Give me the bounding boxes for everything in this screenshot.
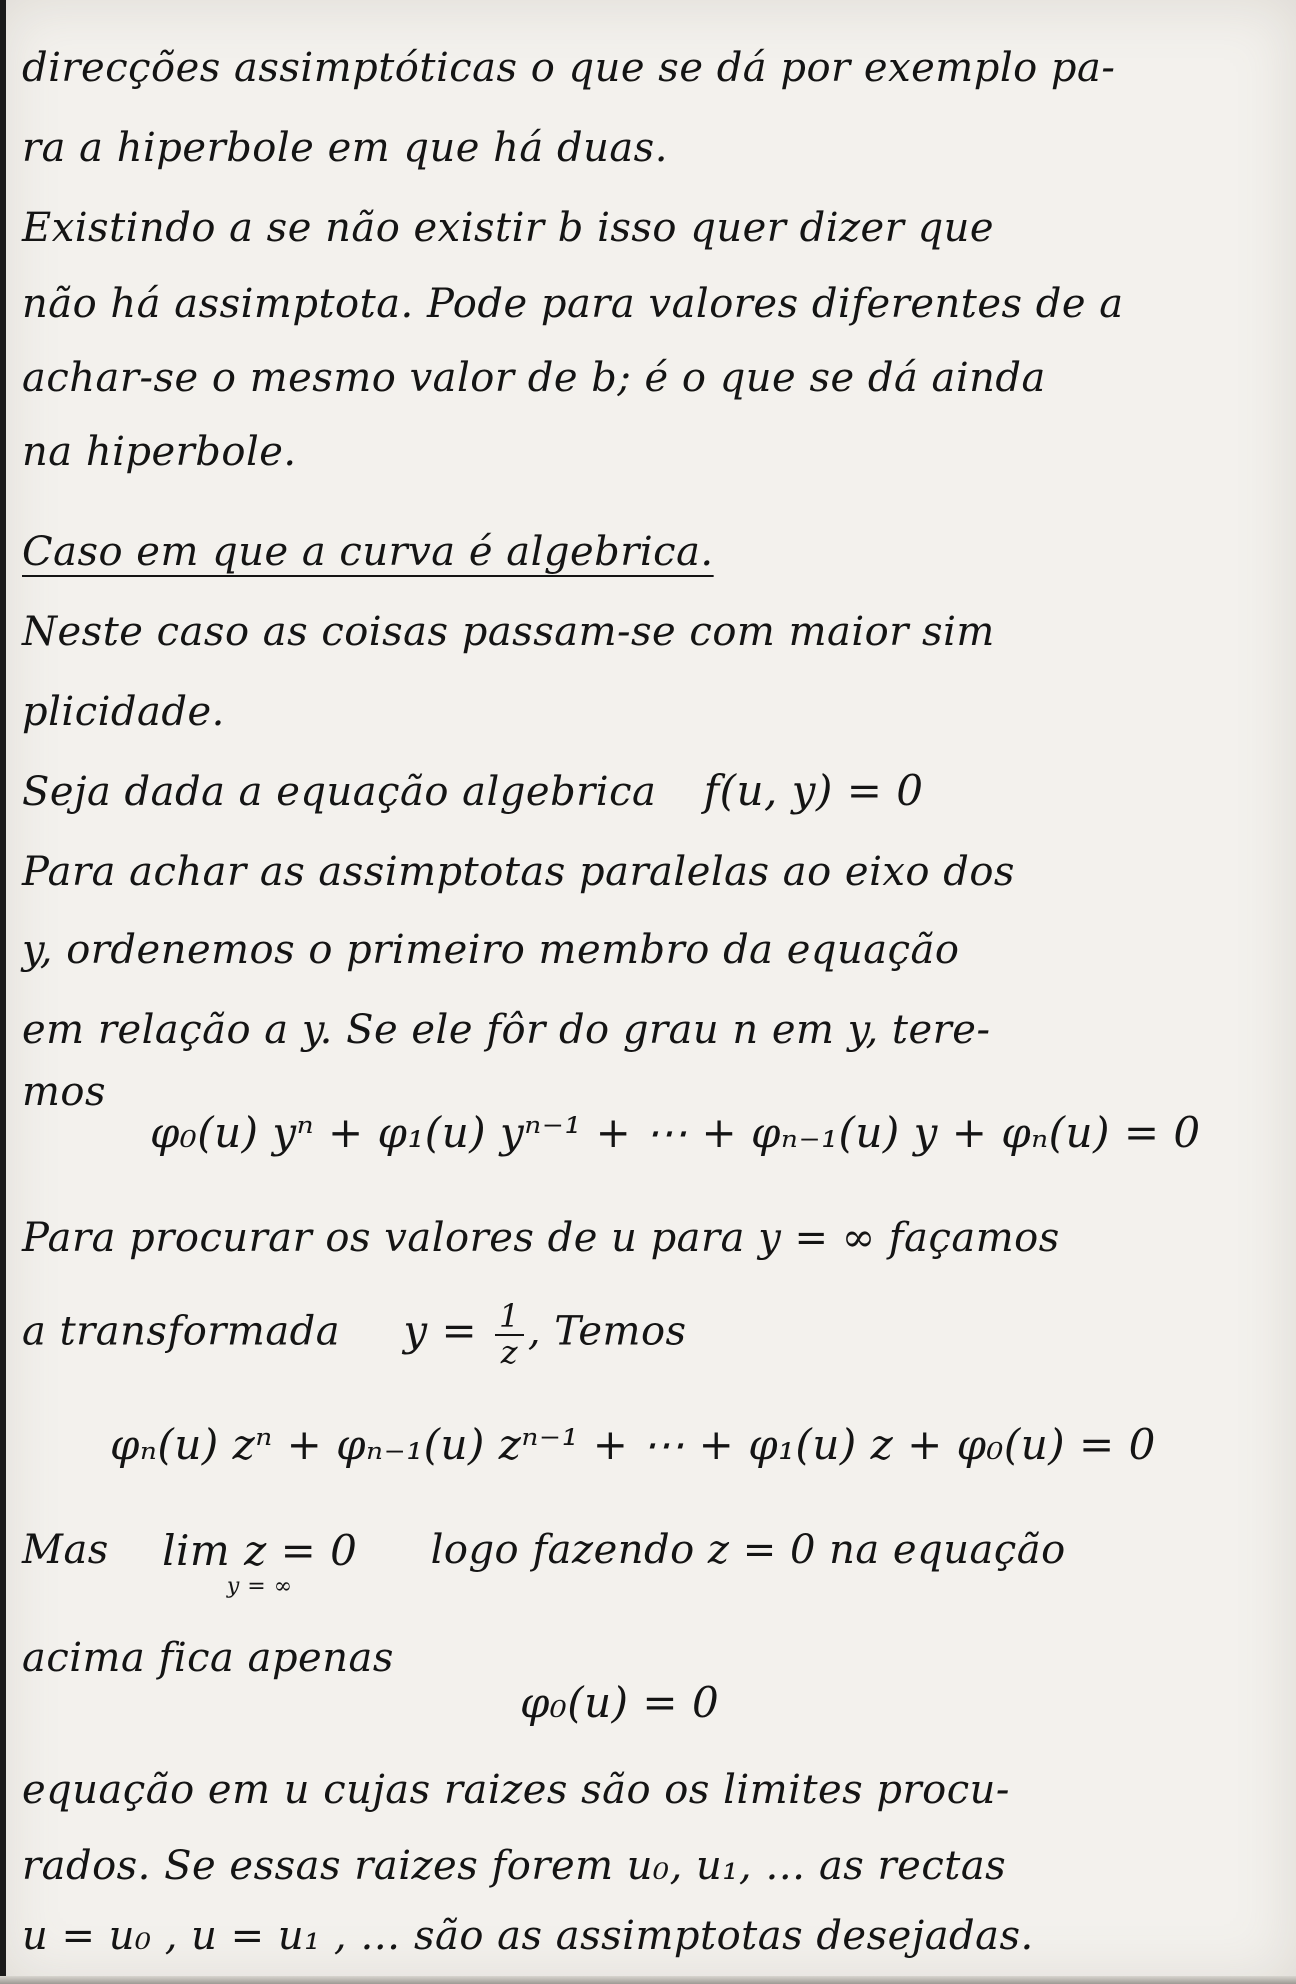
limit-main: lim z = 0 bbox=[162, 1526, 358, 1575]
body-line-5: y, ordenemos o primeiro membro da equação bbox=[22, 927, 960, 973]
limit-subscript: y = ∞ bbox=[226, 1574, 293, 1599]
body-line-8: Para procurar os valores de u para y = ∞ façamos bbox=[22, 1215, 1060, 1261]
transform-intro: a transformada bbox=[22, 1308, 341, 1355]
transform-tail: , Temos bbox=[527, 1308, 687, 1355]
limit-conclusion: logo fazendo z = 0 na equação bbox=[430, 1527, 1066, 1573]
algebraic-equation: f(u, y) = 0 bbox=[703, 766, 924, 815]
text-line-4: não há assimptota. Pode para valores diferentes de a bbox=[22, 281, 1124, 327]
limit-expression bbox=[162, 1526, 358, 1599]
text-line-5: achar-se o mesmo valor de b; é o que se dá ainda bbox=[22, 355, 1046, 401]
polynomial-equation: φ₀(u) yⁿ + φ₁(u) yⁿ⁻¹ + ⋯ + φₙ₋₁(u) y + φₙ(u) = 0 bbox=[150, 1108, 1201, 1157]
body-line-3 bbox=[22, 766, 924, 815]
page-bottom-edge bbox=[0, 1976, 1296, 1984]
body-line-1: Neste caso as coisas passam-se com maior sim bbox=[22, 609, 995, 655]
transform-lhs: y = bbox=[403, 1305, 491, 1355]
fraction-numerator: 1 bbox=[495, 1300, 524, 1336]
body-line-9 bbox=[22, 1297, 687, 1371]
body-line-14: u = u₀ , u = u₁ , … são as assimptotas desejadas. bbox=[22, 1913, 1034, 1959]
body-line-13: rados. Se essas raizes forem u₀, u₁, … as rectas bbox=[22, 1843, 1007, 1889]
body-line-4: Para achar as assimptotas paralelas ao eixo dos bbox=[22, 849, 1015, 895]
fraction-one-over-z bbox=[495, 1297, 524, 1371]
body-line-12: equação em u cujas raizes são os limites procu- bbox=[22, 1767, 1010, 1813]
mas-word: Mas bbox=[22, 1527, 109, 1573]
section-heading: Caso em que a curva é algebrica. bbox=[22, 529, 714, 575]
body-line-6: em relação a y. Se ele fôr do grau n em y, tere- bbox=[22, 1007, 991, 1053]
body-line-10 bbox=[22, 1526, 1066, 1599]
body-line-2: plicidade. bbox=[22, 689, 225, 735]
transformed-equation: φₙ(u) zⁿ + φₙ₋₁(u) zⁿ⁻¹ + ⋯ + φ₁(u) z + φ₀(u) = 0 bbox=[110, 1420, 1156, 1469]
text-line-3: Existindo a se não existir b isso quer dizer que bbox=[22, 205, 995, 251]
body-line-11: acima fica apenas bbox=[22, 1635, 394, 1681]
text-line-6: na hiperbole. bbox=[22, 429, 297, 475]
fraction-denominator: z bbox=[500, 1332, 519, 1371]
text-line-1: direcções assimptóticas o que se dá por exemplo pa- bbox=[22, 45, 1116, 91]
text-line-2: ra a hiperbole em que há duas. bbox=[22, 125, 668, 171]
page-left-edge bbox=[0, 0, 6, 1984]
body-line-7: mos bbox=[22, 1069, 107, 1115]
phi-zero-equation: φ₀(u) = 0 bbox=[520, 1678, 720, 1727]
equation-intro: Seja dada a equação algebrica bbox=[22, 769, 657, 815]
